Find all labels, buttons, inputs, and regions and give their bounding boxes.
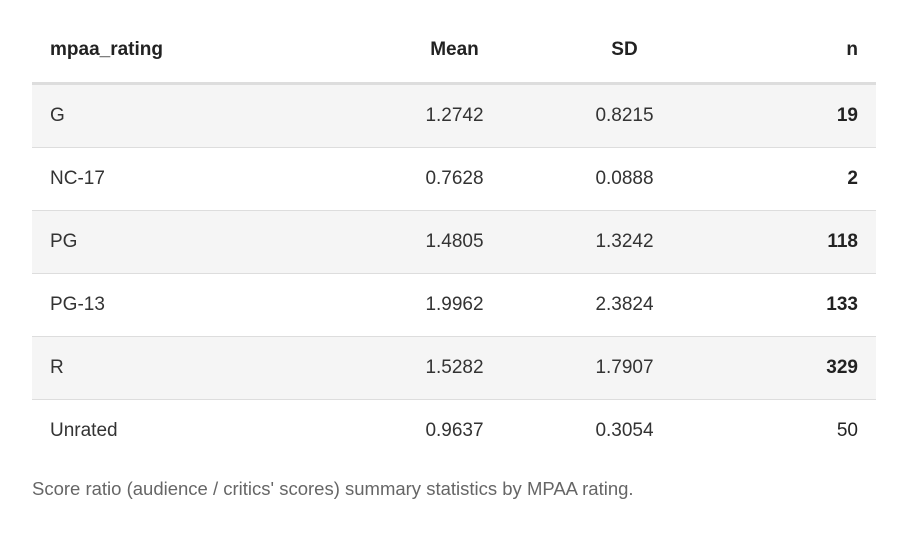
table-row [32,211,876,274]
cell-mean: 0.7628 [372,148,537,211]
table-row [32,84,876,148]
table-row [32,148,876,211]
cell-n: 118 [712,211,876,274]
header-n: n [712,18,876,84]
header-row [32,18,876,84]
table-row [32,337,876,400]
cell-rating: G [32,84,372,148]
table-caption: Score ratio (audience / critics' scores) summary statistics by MPAA rating. [32,478,634,499]
cell-mean: 1.2742 [372,84,537,148]
summary-table [32,18,876,462]
cell-sd: 2.3824 [537,274,712,337]
cell-sd: 0.8215 [537,84,712,148]
table-body [32,84,876,463]
header-mean: Mean [372,18,537,84]
cell-rating: PG-13 [32,274,372,337]
cell-mean: 0.9637 [372,400,537,463]
header-mpaa-rating: mpaa_rating [32,18,372,84]
cell-n: 19 [712,84,876,148]
table-row [32,400,876,463]
header-sd: SD [537,18,712,84]
cell-n: 2 [712,148,876,211]
cell-sd: 0.3054 [537,400,712,463]
cell-n: 133 [712,274,876,337]
table-header [32,18,876,84]
cell-mean: 1.5282 [372,337,537,400]
table-row [32,274,876,337]
cell-mean: 1.4805 [372,211,537,274]
summary-table-container [32,18,876,462]
cell-rating: NC-17 [32,148,372,211]
cell-mean: 1.9962 [372,274,537,337]
cell-rating: Unrated [32,400,372,463]
cell-sd: 0.0888 [537,148,712,211]
cell-n: 329 [712,337,876,400]
cell-sd: 1.7907 [537,337,712,400]
cell-n: 50 [712,400,876,463]
cell-rating: R [32,337,372,400]
cell-rating: PG [32,211,372,274]
cell-sd: 1.3242 [537,211,712,274]
